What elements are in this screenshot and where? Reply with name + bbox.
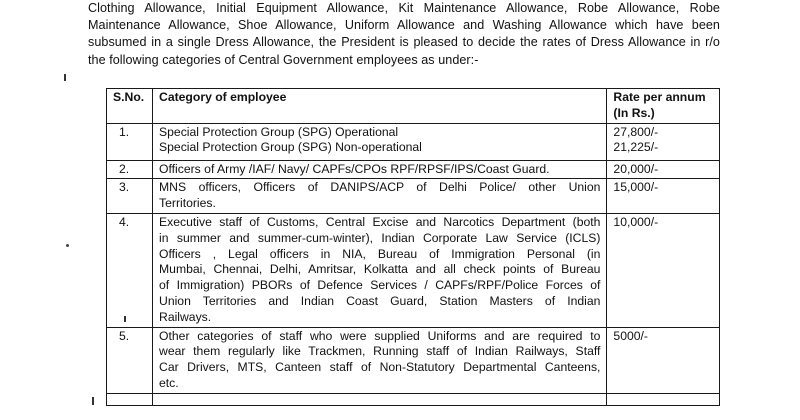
row-rate	[607, 213, 720, 327]
row-rate	[607, 123, 720, 160]
category-line: etc.	[159, 375, 179, 390]
row-sno: 5.	[107, 327, 153, 393]
table-row	[107, 160, 720, 179]
category-line: Union Territories and Indian Coast Guard, Station Masters of Indian	[159, 293, 601, 308]
category-line: in summer and summer-cum-winter), Indian Corporate Law Service (ICLS)	[159, 230, 601, 245]
row-category	[153, 327, 607, 393]
row-category	[153, 179, 607, 214]
intro-line: Clothing Allowance, Initial Equipment Allowance, Kit Maintenance Allowance, Robe Allowance, Robe	[88, 1, 720, 15]
row-category	[153, 123, 607, 160]
intro-paragraph	[88, 0, 720, 69]
intro-line: subsumed in a single Dress Allowance, the President is pleased to decide the rates of Dress Allowance in r/o	[88, 35, 720, 50]
category-line: wear them regularly like Trackmen, Running staff of Indian Railways, Staff	[159, 344, 601, 359]
header-sno: S.No.	[107, 89, 153, 124]
category-line: of Immigration) PBORs of Defence Services / CAPFs/RPF/Police Forces of	[159, 278, 601, 293]
scan-mark	[92, 397, 94, 405]
header-rate	[607, 89, 720, 124]
header-rate-unit: (In Rs.)	[613, 105, 655, 120]
category-line: Executive staff of Customs, Central Excise and Narcotics Department (both	[159, 214, 601, 229]
row-category	[153, 393, 607, 405]
category-line: Car Drivers, MTS, Canteen staff of Non-Statutory Departmental Canteens,	[159, 360, 601, 375]
category-line: MNS officers, Officers of DANIPS/ACP of Delhi Police/ other Union	[159, 180, 601, 195]
dress-allowance-table	[106, 88, 720, 406]
row-sno	[107, 393, 153, 405]
scan-dot	[66, 244, 69, 247]
row-sno: 1.	[107, 123, 153, 160]
category-line: Territories.	[159, 196, 216, 211]
table-row	[107, 179, 720, 214]
row-sno: 4.	[107, 213, 153, 327]
header-rate-label: Rate per annum	[613, 90, 706, 104]
rate-value: 15,000/-	[613, 180, 659, 195]
rate-value: 5000/-	[613, 328, 648, 343]
rate-value: 20,000/-	[613, 161, 659, 176]
category-line: Special Protection Group (SPG) Non-operational	[159, 140, 422, 155]
rate-value: 21,225/-	[613, 140, 659, 155]
row-rate	[607, 160, 720, 179]
row-rate	[607, 179, 720, 214]
table-header-row	[107, 89, 720, 124]
rate-value: 10,000/-	[613, 214, 659, 229]
row-rate	[607, 393, 720, 405]
category-line: Officers of Army /IAF/ Navy/ CAPFs/CPOs RPF/RPSF/IPS/Coast Guard.	[159, 161, 550, 176]
category-line: Other categories of staff who were supplied Uniforms and are required to	[159, 328, 601, 343]
table-row-partial	[107, 393, 720, 405]
row-sno: 3.	[107, 179, 153, 214]
row-category	[153, 213, 607, 327]
category-line: Officers , Legal officers in NIA, Bureau of Immigration Personal (in	[159, 246, 601, 261]
row-category	[153, 160, 607, 179]
intro-line: Maintenance Allowance, Shoe Allowance, Uniform Allowance and Washing Allowance which have been	[88, 18, 720, 33]
intro-line: the following categories of Central Government employees as under:-	[88, 52, 479, 67]
table-row	[107, 327, 720, 393]
rate-value: 27,800/-	[613, 124, 659, 139]
category-line: Railways.	[159, 309, 212, 324]
row-sno: 2.	[107, 160, 153, 179]
table-row	[107, 123, 720, 160]
row-rate	[607, 327, 720, 393]
category-line: Mumbai, Chennai, Delhi, Amritsar, Kolkatta and all check points of Bureau	[159, 262, 601, 277]
header-category: Category of employee	[153, 89, 607, 124]
category-line: Special Protection Group (SPG) Operational	[159, 124, 399, 139]
scan-mark	[64, 74, 66, 81]
table-row	[107, 213, 720, 327]
